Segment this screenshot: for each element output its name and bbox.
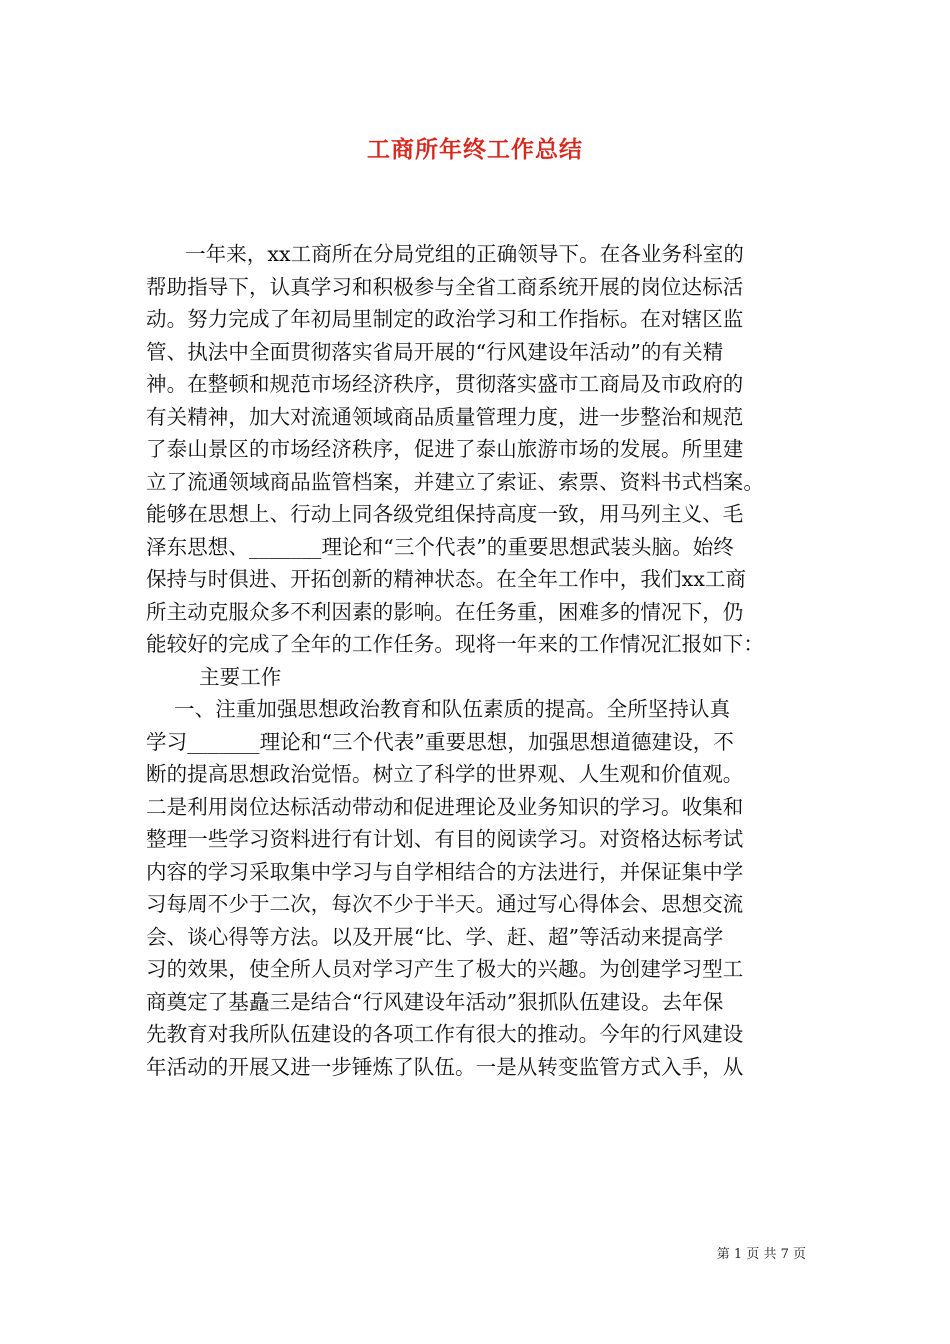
paragraph-line: 商奠定了基矗三是结合“行风建设年活动”狠抓队伍建设。去年保 [146,989,724,1014]
paragraph-line: 一年来，xx工商所在分局党组的正确领导下。在各业务科室的 [185,242,744,266]
paragraph-line: 立了流通领域商品监管档案，并建立了索证、索票、资料书式档案。 [146,469,764,494]
paragraph-line: 保持与时俱进、开拓创新的精神状态。在全年工作中，我们xx工商 [146,567,747,591]
document-body [146,238,808,1083]
paragraph-line: 一、注重加强思想政治教育和队伍素质的提高。全所坚持认真 [174,697,731,721]
paragraph-line: 二是利用岗位达标活动带动和促进理论及业务知识的学习。收集和 [146,794,744,819]
paragraph-line: 会、谈心得等方法。以及开展“比、学、赶、超”等活动来提高学 [146,924,724,949]
paragraph-line: 习的效果，使全所人员对学习产生了极大的兴趣。为创建学习型工 [146,957,744,981]
paragraph-line: 管、执法中全面贯彻落实省局开展的“行风建设年活动”的有关精 [146,339,724,364]
paragraph-line: 先教育对我所队伍建设的各项工作有很大的推动。今年的行风建设 [146,1022,744,1046]
paragraph-line: 习每周不少于二次，每次不少于半天。通过写心得体会、思想交流 [146,892,744,916]
paragraph-line: 能较好的完成了全年的工作任务。现将一年来的工作情况汇报如下： [146,632,764,656]
paragraph-line: 整理一些学习资料进行有计划、有目的阅读学习。对资格达标考试 [146,827,744,851]
paragraph-line: 帮助指导下，认真学习和积极参与全省工商系统开展的岗位达标活 [146,274,744,299]
document-title: 工商所年终工作总结 [367,137,583,163]
paragraph-line: 年活动的开展又进一步锤炼了队伍。一是从转变监管方式入手，从 [146,1054,744,1079]
paragraph-line: 动。努力完成了年初局里制定的政治学习和工作指标。在对辖区监 [146,307,744,331]
paragraph-line: 神。在整顿和规范市场经济秩序，贯彻落实盛市工商局及市政府的 [146,372,744,396]
paragraph-line: 所主动克服众多不利因素的影响。在任务重，困难多的情况下，仍 [146,599,744,624]
paragraph-line: 能够在思想上、行动上同各级党组保持高度一致，用马列主义、毛 [146,502,744,526]
paragraph-line: 泽东思想、_______理论和“三个代表”的重要思想武装头脑。始终 [146,534,735,559]
page-number-footer: 第 1 页 共 7 页 [716,1247,806,1262]
paragraph-line: 有关精神，加大对流通领域商品质量管理力度，进一步整治和规范 [146,404,744,429]
paragraph-line: 了泰山景区的市场经济秩序，促进了泰山旅游市场的发展。所里建 [146,437,744,461]
paragraph-line: 内容的学习采取集中学习与自学相结合的方法进行，并保证集中学 [146,859,744,884]
paragraph-line: 断的提高思想政治觉悟。树立了科学的世界观、人生观和价值观。 [146,762,744,786]
section-heading: 主要工作 [199,664,282,689]
paragraph-line: 学习_______理论和“三个代表”重要思想，加强思想道德建设，不 [146,729,735,754]
